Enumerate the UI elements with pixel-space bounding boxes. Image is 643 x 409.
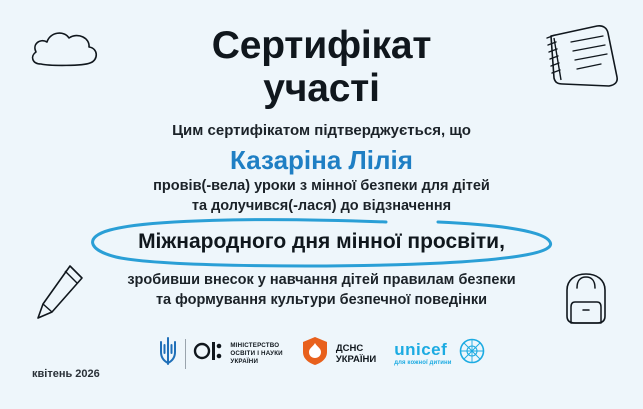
recipient-name: Казаріна Лілія: [230, 145, 413, 175]
certificate-title-line1: Сертифікат: [211, 24, 432, 67]
description-bottom-line2: та формування культури безпечної поведінки: [155, 292, 488, 308]
dsns-label-line2: УКРАЇНИ: [335, 353, 377, 365]
certificate-title-line2: участі: [263, 67, 380, 110]
mon-label: [230, 342, 282, 366]
highlight-section: [0, 216, 643, 268]
description-top-line2: та долучився(-лася) до відзначення: [191, 198, 452, 214]
dsns-label: [336, 343, 376, 365]
unicef-logo: [394, 338, 484, 369]
dsns-label-line1: ДСНС: [335, 342, 364, 354]
certificate-intro: Цим сертифікатом підтверджується, що: [172, 122, 471, 139]
certificate-title: [0, 24, 643, 110]
logo-divider: [185, 339, 186, 369]
dsns-emblem-icon: [301, 336, 329, 371]
mon-label-line2: ОСВІТИ І НАУКИ: [230, 349, 283, 357]
unicef-label: [394, 341, 451, 366]
issue-date: квітень 2026: [32, 368, 100, 380]
description-bottom-line1: зробивши внесок у навчання дітей правилам безпеки: [127, 272, 516, 288]
tryzub-icon: [158, 336, 178, 371]
mon-emblem-icon: [193, 339, 223, 368]
mon-label-line1: МІНІСТЕРСТВО: [230, 341, 280, 349]
mon-logo: [158, 336, 282, 371]
dsns-logo: [301, 336, 376, 371]
description-top-line1: провів(-вела) уроки з мінної безпеки для дітей: [153, 178, 490, 194]
unicef-wordmark: unicef: [394, 340, 448, 359]
description-bottom: [0, 270, 643, 310]
description-top: [0, 176, 643, 216]
mon-label-line3: УКРАЇНИ: [230, 357, 259, 365]
unicef-emblem-icon: [459, 338, 485, 369]
unicef-tagline: для кожної дитини: [394, 360, 452, 366]
highlight-text: Міжнародного дня мінної просвіти,: [138, 230, 505, 253]
logo-row: [0, 336, 643, 371]
